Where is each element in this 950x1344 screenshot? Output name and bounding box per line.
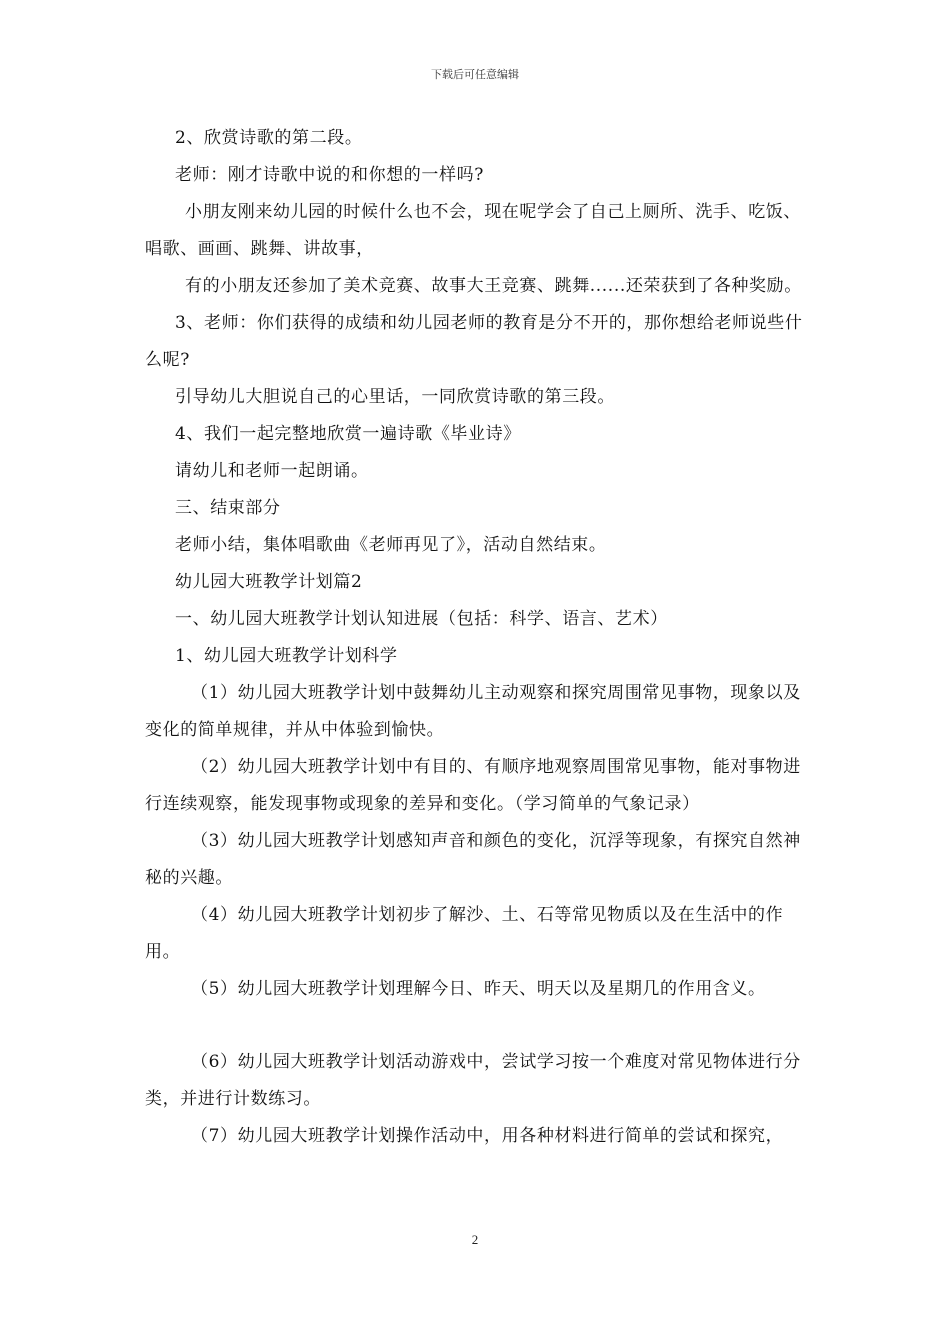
paragraph: 3、老师：你们获得的成绩和幼儿园老师的教育是分不开的，那你想给老师说些什么呢? [145, 313, 803, 370]
paragraph: 2、欣赏诗歌的第二段。 [175, 128, 363, 148]
paragraph: 老师小结，集体唱歌曲《老师再见了》，活动自然结束。 [175, 535, 607, 555]
list-item: （6）幼儿园大班教学计划活动游戏中，尝试学习按一个难度对常见物体进行分类，并进行计数练习。 [145, 1052, 801, 1109]
spacer [145, 1008, 810, 1044]
header-note: 下载后可任意编辑 [431, 68, 519, 81]
document-body [145, 120, 810, 1155]
list-item: （4）幼儿园大班教学计划初步了解沙、土、石等常见物质以及在生活中的作用。 [145, 905, 784, 962]
paragraph: 4、我们一起完整地欣赏一遍诗歌《毕业诗》 [175, 424, 521, 444]
paragraph: 请幼儿和老师一起朗诵。 [175, 461, 369, 481]
section-title: 幼儿园大班教学计划篇2 [175, 572, 363, 592]
list-item: （5）幼儿园大班教学计划理解今日、昨天、明天以及星期几的作用含义。 [191, 979, 766, 999]
list-item: （3）幼儿园大班教学计划感知声音和颜色的变化，沉浮等现象，有探究自然神秘的兴趣。 [145, 831, 801, 888]
list-item: （2）幼儿园大班教学计划中有目的、有顺序地观察周围常见事物，能对事物进行连续观察，能发现事物或现象的差异和变化。（学习简单的气象记录） [145, 757, 801, 814]
list-item: （1）幼儿园大班教学计划中鼓舞幼儿主动观察和探究周围常见事物，现象以及变化的简单规律，并从中体验到愉快。 [145, 683, 801, 740]
page-number: 2 [471, 1232, 479, 1247]
section-heading: 一、幼儿园大班教学计划认知进展（包括：科学、语言、艺术） [175, 609, 668, 629]
paragraph: 小朋友刚来幼儿园的时候什么也不会，现在呢学会了自己上厕所、洗手、吃饭、唱歌、画画、跳舞、讲故事， [145, 202, 801, 259]
section-heading: 三、结束部分 [175, 498, 281, 518]
list-item: （7）幼儿园大班教学计划操作活动中，用各种材料进行简单的尝试和探究， [191, 1126, 784, 1146]
paragraph: 引导幼儿大胆说自己的心里话，一同欣赏诗歌的第三段。 [175, 387, 615, 407]
paragraph: 有的小朋友还参加了美术竞赛、故事大王竞赛、跳舞......还荣获到了各种奖励。 [185, 276, 802, 296]
paragraph: 老师：刚才诗歌中说的和你想的一样吗? [175, 165, 484, 185]
subsection-heading: 1、幼儿园大班教学计划科学 [175, 646, 398, 666]
